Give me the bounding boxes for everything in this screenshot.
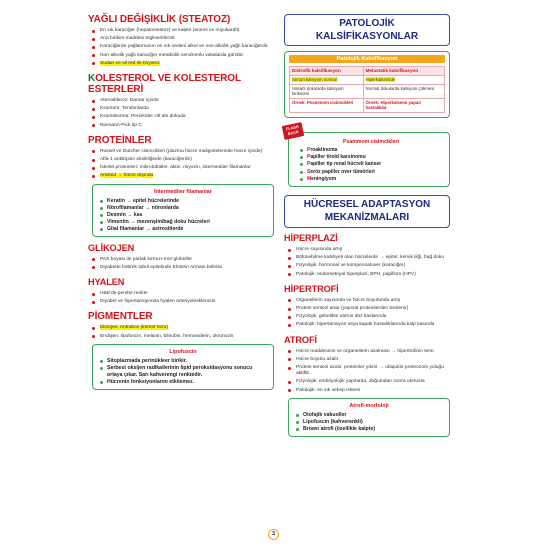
list-item: Hücrenin fonksiyonlarını etkilemez.: [99, 379, 267, 386]
list-item: Fizyolojik: gebelikte uterus düz kaslarında: [284, 314, 450, 320]
list-item: Endojen: lipofuscin, melanin, bilirubin, hemosiderin, okronozis: [88, 334, 274, 340]
box-title: İntermediier filamanlar: [154, 188, 212, 195]
section-hyalen: [88, 277, 274, 305]
atrophy-morphology-box: [288, 398, 450, 437]
list-item: Seröz papiller over tümörleri: [299, 169, 443, 176]
table-cell: Hasarlı dokularda kalsiyum birikmesi: [290, 84, 364, 98]
list-item: Serbest oksijen radikallerinin lipid peroksidasyonu sonucu ortaya çıkar. Sarı kahverengi renktedir.: [99, 365, 267, 379]
table-cell: Serum kalsiyum normal: [290, 76, 364, 85]
list-item: Niemann-Pick tip C: [88, 123, 274, 129]
table-header-row: [290, 67, 445, 76]
title-cellular-adaptation: HÜCRESEL ADAPTASYON MEKANİZMALARI: [284, 195, 450, 228]
list-item: Ana birikim maddesi trigliseritlerdir.: [88, 36, 274, 42]
bullet-list: [88, 291, 274, 305]
list-item: Diyabette böbrek tübül epitelinde Ebstein Armani belirtisi: [88, 265, 274, 271]
list-item: Lipofuscin (kahverenkli): [295, 419, 443, 426]
list-item: Hücre maddesinin ve organellerin azalması → hipertrofinin tersi: [284, 349, 450, 355]
section-title: ATROFİ: [284, 334, 317, 345]
bullet-list: [88, 257, 274, 271]
list-item: Patolojik: endometriyal hiperplazi, BPH, papillom (HPV): [284, 272, 450, 278]
box-list: [99, 198, 267, 233]
section-hipertrofi: [284, 284, 450, 329]
list-item: Brown atrofi (özellikle kalpte): [295, 426, 443, 433]
list-item: Keratin → epitel hücrelerinde: [99, 198, 267, 205]
bullet-list: [284, 298, 450, 329]
list-item: İskelet proteinleri: mikrotübüller, aktin, miyozin, intermediier filamanlar: [88, 165, 274, 171]
left-column: [88, 14, 274, 396]
list-item: Papiller tip renal hücreli kanser: [299, 161, 443, 168]
bullet-list: [284, 349, 450, 394]
bullet-list: [284, 247, 450, 278]
list-item: Ksantom: Tendonlarda: [88, 106, 274, 112]
list-item: Diyabet ve hipertansiyonda hyalen arteriyolosklerozis: [88, 299, 274, 305]
list-item: Otofajik vakuoller: [295, 412, 443, 419]
column-header: Distrofik kalsifikasyon: [290, 67, 364, 76]
list-item: Vimentin → mezenşim/bağ doku hücreleri: [99, 219, 267, 226]
bullet-list: [88, 98, 274, 129]
list-item: Alfa-1 antitripsin eksikliğinde (karaciğerde): [88, 157, 274, 163]
section-atrofi: [284, 335, 450, 437]
list-item: Protein sentezi azalır, proteinler yıkılır → ubiquitin-proteozom yoluğu aktiftir.: [284, 365, 450, 377]
flashback-box: [285, 124, 450, 188]
table-row: [290, 76, 445, 85]
list-item: Amiloid → hücre dışında: [88, 173, 274, 179]
box-title: Lipofuscin: [169, 348, 197, 355]
table-cell: Normal dokularda kalsiyum çökmesi: [363, 84, 444, 98]
section-title: GLİKOJEN: [88, 242, 135, 253]
list-item: Organellerin sayısında ve hücre boyutunda artış: [284, 298, 450, 304]
table-header-bar: Patolojik Kalsifikasyon: [289, 55, 445, 63]
list-item: Hücre sayısında artış: [284, 247, 450, 253]
list-item: Non-alkolik yağlı karaciğer metabolik sendromlu vakalarda görülür.: [88, 53, 274, 59]
list-item: Fizyolojik: embriyolojik yapılarda, doğumdan sonra uterusta: [284, 379, 450, 385]
list-item: Russel ve Dutcher cisimcikleri (plazma hücre malignitelerinde hücre içinde): [88, 149, 274, 155]
page-number: 3: [268, 529, 279, 540]
column-header: Metastatik kalsifikasyon: [363, 67, 444, 76]
section-yagli-degisiklik: [88, 14, 274, 67]
list-item: Meningiyom: [299, 176, 443, 183]
section-title: KOLESTEROL VE KOLESTEROL ESTERLERİ: [88, 73, 241, 96]
box-list: [295, 412, 443, 433]
list-item: PAS boyası ile parlak kırmızı-mor globüller: [88, 257, 274, 263]
list-item: Bölünebilme kabiliyeti olan hücrelerde → epitel, kemik iliği, bağ doku: [284, 255, 450, 261]
table-cell: Örnek: Psammom cisimcikleri: [290, 98, 364, 112]
section-title: PROTEİNLER: [88, 134, 152, 146]
list-item: H&E'de pembe renkte: [88, 291, 274, 297]
intermediate-filaments-box: [92, 184, 274, 237]
section-title: HİPERPLAZİ: [284, 233, 338, 244]
box-title: Psammom cisimcikleri: [343, 138, 399, 145]
list-item: Proaktinoma: [299, 147, 443, 154]
list-item: Sudan ve oil red ile boyanır.: [88, 61, 274, 67]
section-pigmentler: [88, 311, 274, 389]
table-row: [290, 98, 445, 112]
section-title: HİPERTROFİ: [284, 283, 339, 294]
bullet-list: [88, 325, 274, 339]
list-item: En sık karaciğer (hepatosteatoz) ve kalpte (anemi ve miyokardit): [88, 28, 274, 34]
list-item: Karaciğerde yağlanmanın en sık nedeni alkol ve non-alkolik yağlı karaciğerdir.: [88, 44, 274, 50]
table-cell: Örnek: Hiperkalsemi yapan hastalıklar: [363, 98, 444, 112]
box-list: [299, 147, 443, 183]
list-item: Ateroskleroz: Damar içinde: [88, 98, 274, 104]
section-glikojen: [88, 243, 274, 271]
calcification-table: [289, 66, 445, 113]
list-item: Hücre boyutu azalır: [284, 357, 450, 363]
list-item: Fizyolojik: hormonal ve kompensatuver (karaciğer): [284, 263, 450, 269]
list-item: Desmin → kas: [99, 212, 267, 219]
list-item: Sitoplazmada perinükleer birikir.: [99, 358, 267, 365]
section-title: PİGMENTLER: [88, 311, 153, 323]
list-item: Ekzojen: Antrakoz (kömür tozu): [88, 325, 274, 331]
section-hiperplazi: [284, 233, 450, 278]
lipofuscin-box: [92, 344, 274, 390]
list-item: Patolojik: hipertansiyon veya kapak hastalıklarında kalp kasında: [284, 322, 450, 328]
right-column: [284, 14, 450, 443]
calcification-table-box: [284, 51, 450, 118]
box-title: Atrofi-morfoloji: [349, 402, 389, 409]
section-kolesterol: [88, 73, 274, 129]
list-item: Papiller tiroid karsinomu: [299, 154, 443, 161]
list-item: Nörofilamanlar → nöronlarda: [99, 205, 267, 212]
table-row: [290, 84, 445, 98]
section-title: HYALEN: [88, 277, 125, 288]
section-proteinler: [88, 135, 274, 237]
title-pathologic-calcification: PATOLOJİK KALSİFİKASYONLAR: [284, 14, 450, 46]
list-item: Patolojik: en sık sebep iskemi: [284, 388, 450, 394]
table-cell: Hiperkalsemide: [363, 76, 444, 85]
list-item: Ksantelezma: Perioküler cilt altı dokuda: [88, 114, 274, 120]
list-item: Protein sentezi artar (yapısal proteinlerden beslenir): [284, 306, 450, 312]
bullet-list: [88, 149, 274, 180]
section-title: YAĞLI DEĞİŞİKLİK (STEATOZ): [88, 14, 231, 25]
flashback-tag: FLASH BACK: [282, 122, 304, 140]
list-item: Glial filamanlar → astrositlerde: [99, 226, 267, 233]
bullet-list: [88, 28, 274, 67]
box-list: [99, 358, 267, 386]
